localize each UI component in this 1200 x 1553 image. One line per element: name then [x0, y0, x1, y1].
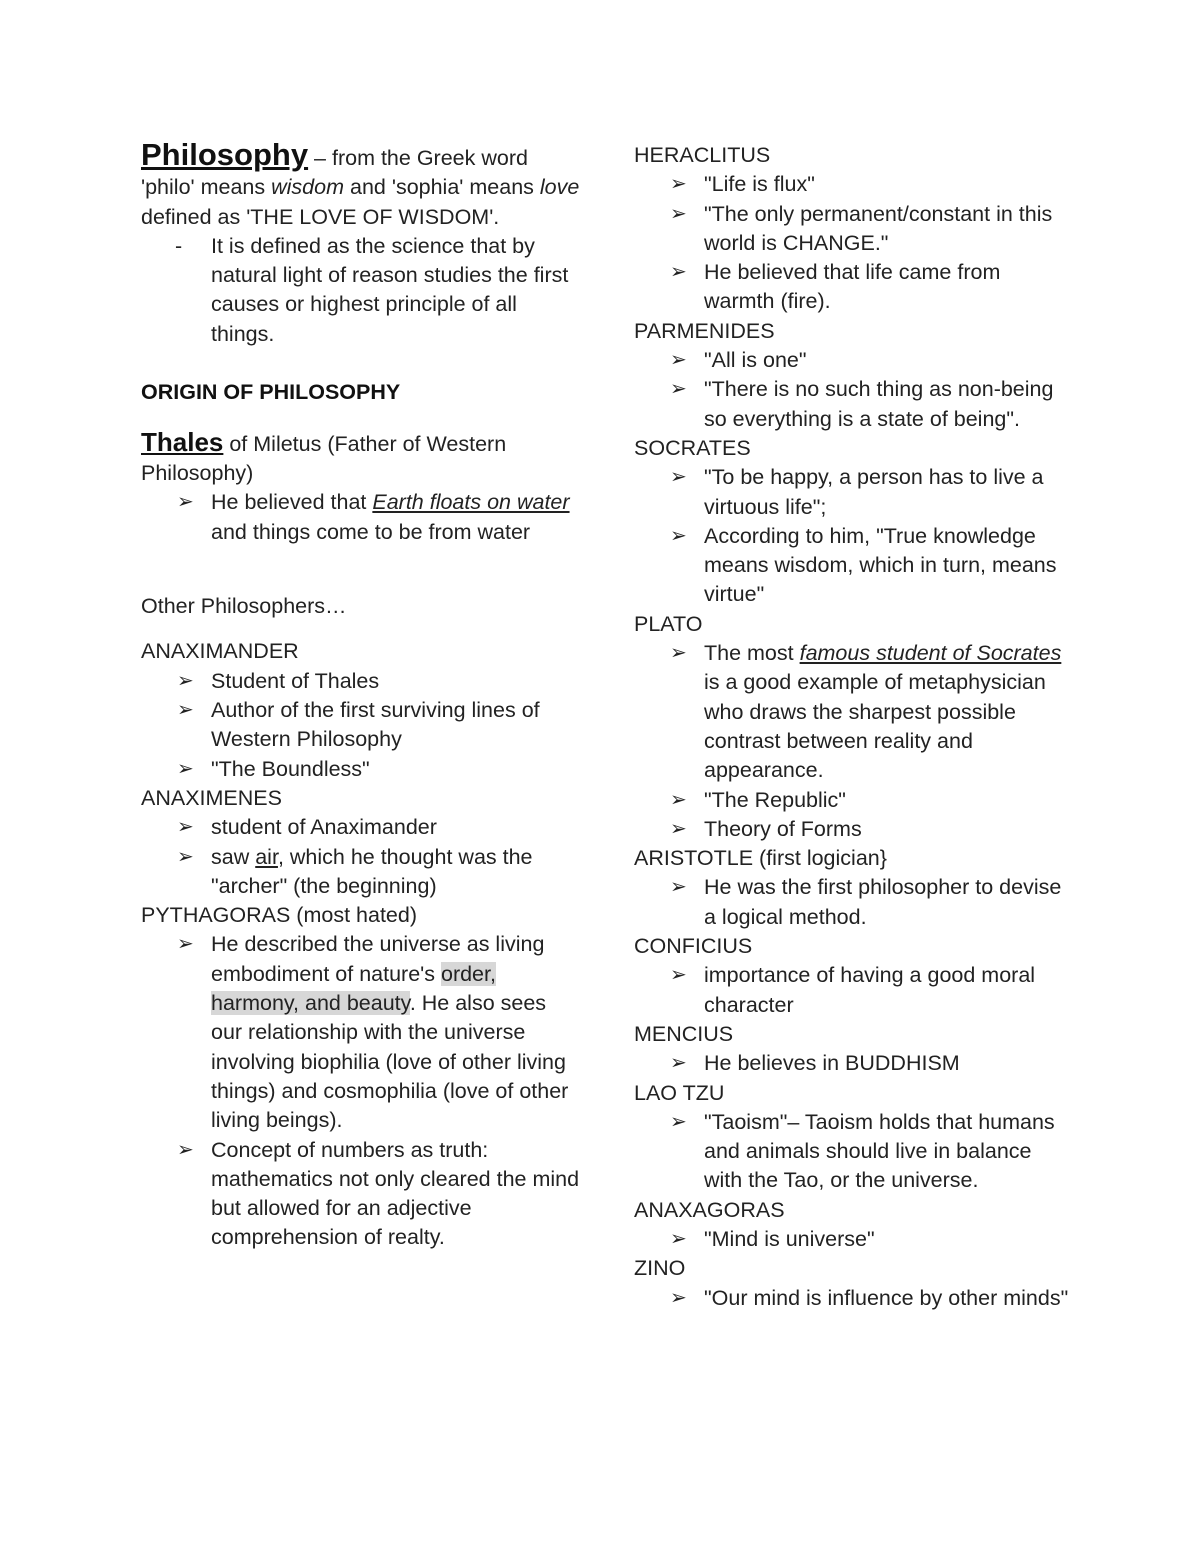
- origin-heading: ORIGIN OF PHILOSOPHY: [141, 380, 401, 405]
- list-item: [634, 873, 1074, 932]
- arrow-bullet-icon: ➢: [177, 816, 194, 839]
- anaximander-list: [141, 667, 581, 784]
- intro-paragraph: [141, 137, 581, 232]
- arrow-bullet-icon: ➢: [670, 1227, 687, 1250]
- arrow-bullet-icon: ➢: [177, 699, 194, 722]
- thales-heading: [141, 428, 581, 489]
- zino-list: [634, 1284, 1074, 1313]
- anaximenes-name: ANAXIMENES: [141, 785, 282, 810]
- anaximenes-b2-post: , which he thought was the "archer" (the beginning): [211, 844, 533, 898]
- arrow-bullet-icon: ➢: [670, 642, 687, 665]
- arrow-bullet-icon: ➢: [177, 669, 194, 692]
- thales-desc: of Miletus (Father of Western Philosophy): [141, 431, 507, 485]
- definition-text: It is defined as the science that by natural light of reason studies the first causes or highest principle of all things.: [211, 233, 569, 346]
- arrow-bullet-icon: ➢: [670, 466, 687, 489]
- socrates-name: SOCRATES: [634, 435, 751, 460]
- list-item-text: Theory of Forms: [704, 816, 862, 841]
- thales-name: Thales: [141, 426, 224, 457]
- arrow-bullet-icon: ➢: [670, 788, 687, 811]
- arrow-bullet-icon: ➢: [670, 1052, 687, 1075]
- plato-name: PLATO: [634, 611, 703, 636]
- anaxagoras-list: [634, 1225, 1074, 1254]
- arrow-bullet-icon: ➢: [177, 1138, 194, 1161]
- list-item: [634, 346, 1074, 375]
- list-item: [141, 667, 581, 696]
- pythagoras-b1-pre: He described the universe as living embodiment of nature's: [211, 932, 545, 986]
- list-item: [634, 639, 1074, 785]
- list-item: [141, 755, 581, 784]
- list-item-text: "The Boundless": [211, 756, 370, 781]
- aristotle-name: ARISTOTLE (first logician}: [634, 846, 887, 871]
- left-column: [141, 137, 581, 1253]
- list-item-text: "Mind is universe": [704, 1226, 875, 1251]
- list-item-text: importance of having a good moral character: [704, 963, 1036, 1017]
- list-item-text: He believed that life came from warmth (fire).: [704, 260, 1001, 314]
- plato-b1-pre: The most: [704, 641, 800, 666]
- list-item: [634, 522, 1074, 610]
- arrow-bullet-icon: ➢: [177, 845, 194, 868]
- list-item: [634, 170, 1074, 199]
- list-item: [634, 463, 1074, 522]
- list-item-text: "To be happy, a person has to live a virtuous life";: [704, 465, 1044, 519]
- arrow-bullet-icon: ➢: [177, 491, 194, 514]
- socrates-list: [634, 463, 1074, 609]
- list-item-text: Author of the first surviving lines of Western Philosophy: [211, 698, 540, 752]
- heraclitus-list: [634, 170, 1074, 316]
- definition-item: [141, 232, 581, 349]
- list-item: [634, 815, 1074, 844]
- list-item-text: "The only permanent/constant in this world is CHANGE.": [704, 201, 1053, 255]
- list-item: [634, 786, 1074, 815]
- thales-list: [141, 488, 581, 547]
- plato-emphasis: famous student of Socrates: [799, 641, 1062, 666]
- arrow-bullet-icon: ➢: [670, 202, 687, 225]
- list-item: [141, 843, 581, 902]
- arrow-bullet-icon: ➢: [670, 349, 687, 372]
- mencius-list: [634, 1049, 1074, 1078]
- pythagoras-name: PYTHAGORAS (most hated): [141, 903, 417, 928]
- list-item: [141, 488, 581, 547]
- aristotle-list: [634, 873, 1074, 932]
- conficius-name: CONFICIUS: [634, 934, 753, 959]
- arrow-bullet-icon: ➢: [670, 876, 687, 899]
- arrow-bullet-icon: ➢: [670, 378, 687, 401]
- other-philosophers-heading: Other Philosophers…: [141, 594, 347, 619]
- list-item: [634, 961, 1074, 1020]
- intro-wisdom: wisdom: [271, 175, 345, 200]
- list-item-text: "All is one": [704, 348, 807, 373]
- list-item-text: "Life is flux": [704, 172, 815, 197]
- list-item-text: He was the first philosopher to devise a logical method.: [704, 875, 1062, 929]
- anaximenes-b2-pre: saw: [211, 844, 256, 869]
- arrow-bullet-icon: ➢: [670, 173, 687, 196]
- arrow-bullet-icon: ➢: [670, 261, 687, 284]
- zino-name: ZINO: [634, 1256, 686, 1281]
- parmenides-name: PARMENIDES: [634, 318, 775, 343]
- list-item: [141, 813, 581, 842]
- conficius-list: [634, 961, 1074, 1020]
- parmenides-list: [634, 346, 1074, 434]
- thales-b1-pre: He believed that: [211, 490, 373, 515]
- intro-text-1: from the Greek word 'philo' means: [141, 146, 528, 200]
- list-item: [141, 696, 581, 755]
- arrow-bullet-icon: ➢: [177, 757, 194, 780]
- pythagoras-highlight: order, harmony, and beauty: [211, 961, 496, 1016]
- right-column: [634, 141, 1074, 1313]
- heraclitus-name: HERACLITUS: [634, 143, 771, 167]
- list-item: [141, 930, 581, 1135]
- intro-love: love: [539, 175, 580, 200]
- arrow-bullet-icon: ➢: [670, 524, 687, 547]
- list-item: [634, 375, 1074, 434]
- dash-mark: -: [175, 233, 183, 258]
- arrow-bullet-icon: ➢: [177, 933, 194, 956]
- anaximander-name: ANAXIMANDER: [141, 639, 299, 664]
- list-item-text: Concept of numbers as truth: mathematics not only cleared the mind but allowed for an adjective comprehension of realty.: [211, 1137, 580, 1250]
- list-item-text: student of Anaximander: [211, 815, 437, 840]
- plato-b1-post: is a good example of metaphysician who draws the sharpest possible contrast between reality and appearance.: [704, 670, 1046, 783]
- list-item-text: "The Republic": [704, 787, 846, 812]
- arrow-bullet-icon: ➢: [670, 1110, 687, 1133]
- list-item: [141, 1136, 581, 1253]
- anaximenes-list: [141, 813, 581, 901]
- arrow-bullet-icon: ➢: [670, 1286, 687, 1309]
- laotzu-name: LAO TZU: [634, 1080, 725, 1105]
- list-item-text: "There is no such thing as non-being so everything is a state of being".: [704, 377, 1054, 431]
- list-item-text: According to him, "True knowledge means wisdom, which in turn, means virtue": [704, 523, 1057, 607]
- plato-list: [634, 639, 1074, 844]
- arrow-bullet-icon: ➢: [670, 817, 687, 840]
- thales-b1-emphasis: Earth floats on water: [372, 490, 570, 515]
- list-item: [634, 1108, 1074, 1196]
- anaximenes-air: air: [255, 844, 278, 869]
- thales-b1-post: and things come to be from water: [211, 519, 531, 544]
- list-item: [634, 258, 1074, 317]
- intro-text-2: and 'sophia' means: [344, 175, 540, 200]
- list-item: [634, 1284, 1074, 1313]
- list-item-text: He believes in BUDDHISM: [704, 1051, 960, 1076]
- pythagoras-b1-post: . He also sees our relationship with the universe involving biophilia (love of other living things) and cosmophilia (love of other living beings).: [211, 991, 569, 1133]
- pythagoras-list: [141, 930, 581, 1252]
- philosophy-title: Philosophy: [141, 137, 309, 172]
- list-item-text: Student of Thales: [211, 668, 380, 693]
- list-item: [634, 1049, 1074, 1078]
- mencius-name: MENCIUS: [634, 1021, 734, 1046]
- anaxagoras-name: ANAXAGORAS: [634, 1197, 785, 1222]
- list-item-text: "Taoism"– Taoism holds that humans and animals should live in balance with the Tao, or the universe.: [704, 1109, 1055, 1193]
- list-item-text: "Our mind is influence by other minds": [704, 1285, 1069, 1310]
- list-item: [634, 200, 1074, 259]
- arrow-bullet-icon: ➢: [670, 964, 687, 987]
- laotzu-list: [634, 1108, 1074, 1196]
- intro-text-3: defined as 'THE LOVE OF WISDOM'.: [141, 204, 500, 229]
- title-dash: –: [308, 146, 332, 170]
- list-item: [634, 1225, 1074, 1254]
